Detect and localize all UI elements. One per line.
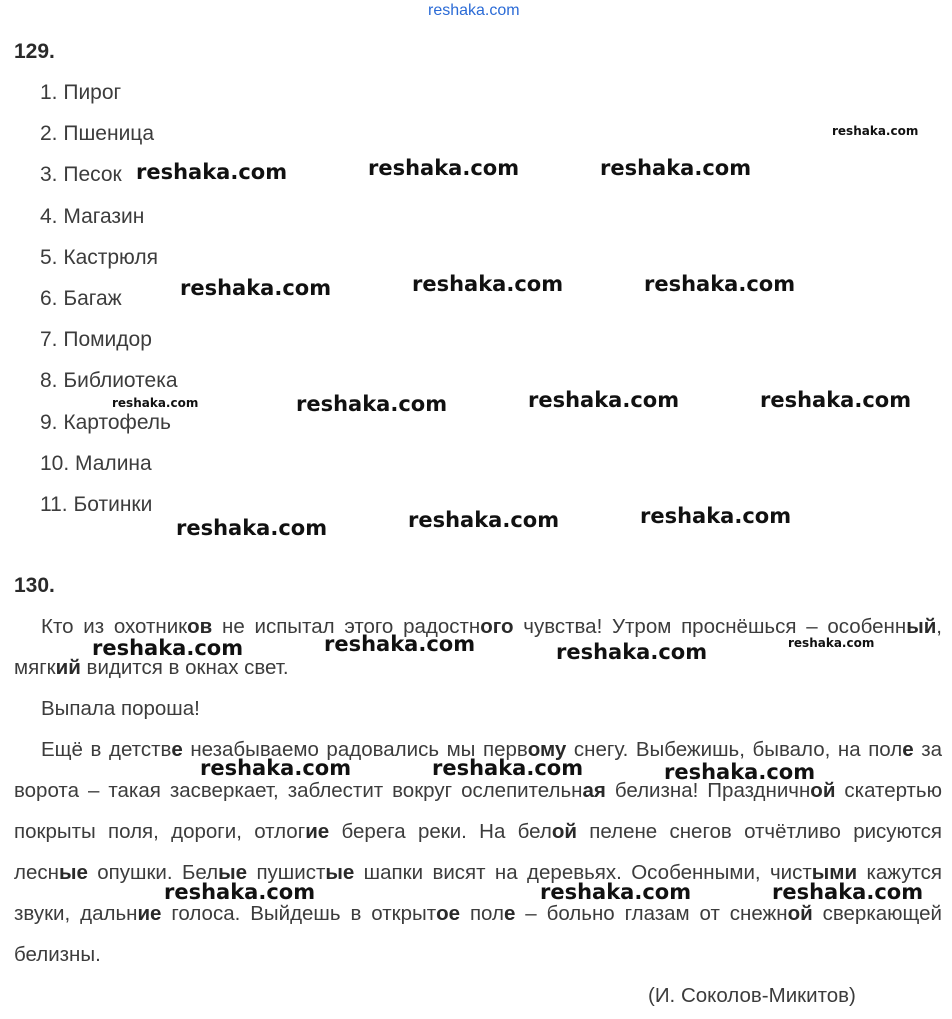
text-run: за ворота – такая засверкает, заблестит вокруг ослепительн — [14, 738, 943, 802]
watermark: reshaka.com — [200, 756, 352, 780]
watermark: reshaka.com — [644, 272, 796, 296]
text-run: пелене снегов отчётливо рисуются лесн — [14, 820, 942, 884]
watermark: reshaka.com — [92, 636, 244, 660]
text-run: незабываемо радовались мы перв — [182, 738, 528, 761]
watermark: reshaka.com — [164, 880, 316, 904]
list-item: 4. Магазин — [40, 204, 145, 228]
watermark: reshaka.com — [408, 508, 560, 532]
text-run: сверкающей белизны. — [14, 902, 943, 966]
watermark: reshaka.com — [368, 156, 520, 180]
bold-ending: ие — [137, 902, 162, 925]
list-item: 7. Помидор — [40, 328, 152, 352]
watermark: reshaka.com — [540, 880, 692, 904]
bold-ending: е — [171, 738, 183, 761]
text-run: голоса. Выйдешь в открыт — [161, 902, 437, 925]
list-item: 3. Песок — [40, 163, 122, 187]
list-item: 11. Ботинки — [40, 492, 153, 516]
watermark: reshaka.com — [556, 640, 708, 664]
word-list — [40, 80, 178, 533]
watermark: reshaka.com — [788, 636, 875, 650]
watermark: reshaka.com — [112, 396, 199, 410]
bold-ending: ые — [325, 861, 355, 884]
bold-ending: ые — [58, 861, 88, 884]
text-run: не испытал этого радостн — [212, 615, 481, 638]
text-run: шапки висят на деревьях. Особенными, чист — [354, 861, 812, 884]
list-item: 1. Пирог — [40, 81, 122, 104]
watermark: reshaka.com — [324, 632, 476, 656]
watermark: reshaka.com — [296, 392, 448, 416]
bold-ending: ому — [527, 738, 567, 761]
bold-ending: ой — [787, 902, 813, 925]
watermark: reshaka.com — [432, 756, 584, 780]
watermark: reshaka.com — [772, 880, 924, 904]
text-run: снегу. Выбежишь, бывало, на пол — [566, 738, 903, 761]
text-run: чувства! Утром проснёшься – особенн — [513, 615, 907, 638]
list-item: 6. Багаж — [40, 286, 122, 310]
list-item: 8. Библиотека — [40, 369, 178, 393]
bold-ending: е — [503, 902, 516, 925]
bold-ending: ыми — [811, 861, 858, 884]
watermark: reshaka.com — [412, 272, 564, 296]
site-header-link[interactable]: reshaka.com — [428, 2, 520, 19]
author-attribution: (И. Соколов-Микитов) — [648, 984, 856, 1007]
bold-ending: ий — [55, 656, 81, 679]
bold-ending: ое — [436, 902, 461, 925]
exercise-130-number: 130. — [14, 574, 55, 597]
text-run: пол — [460, 902, 504, 925]
text-run: берега реки. На бел — [329, 820, 552, 843]
watermark: reshaka.com — [528, 388, 680, 412]
bold-ending: ой — [551, 820, 577, 843]
bold-ending: ая — [582, 779, 606, 802]
watermark: reshaka.com — [640, 504, 792, 528]
list-item: 10. Малина — [40, 451, 152, 475]
text-run: Ещё в детств — [41, 738, 172, 761]
bold-ending: ые — [218, 861, 248, 884]
watermark: reshaka.com — [180, 276, 332, 300]
bold-ending: е — [902, 738, 914, 761]
text-run: белизна! Праздничн — [605, 779, 811, 802]
text-run: , мягк — [14, 615, 942, 679]
list-item: 9. Картофель — [40, 410, 171, 434]
bold-ending: ие — [305, 820, 330, 843]
bold-ending: ый — [906, 615, 937, 638]
paragraph-2: Выпала пороша! — [41, 697, 200, 720]
list-item: 2. Пшеница — [40, 122, 155, 146]
text-run: видится в окнах свет. — [80, 656, 289, 679]
watermark: reshaka.com — [760, 388, 912, 412]
text-run: скатертью покрыты поля, дороги, отлог — [14, 779, 942, 843]
bold-ending: ой — [810, 779, 836, 802]
text-run: пушист — [247, 861, 326, 884]
text-run: – больно глазам от снежн — [515, 902, 788, 925]
bold-ending: ов — [187, 615, 213, 638]
watermark: reshaka.com — [832, 124, 919, 138]
watermark: reshaka.com — [136, 160, 288, 184]
watermark: reshaka.com — [600, 156, 752, 180]
exercise-129-number: 129. — [14, 40, 55, 63]
watermark: reshaka.com — [176, 516, 328, 540]
text-run: опушки. Бел — [87, 861, 219, 884]
text-run: кажутся звуки, дальн — [14, 861, 942, 925]
bold-ending: ого — [480, 615, 514, 638]
watermark: reshaka.com — [664, 760, 816, 784]
text-run: Кто из охотник — [41, 615, 188, 638]
list-item: 5. Кастрюля — [40, 245, 158, 269]
